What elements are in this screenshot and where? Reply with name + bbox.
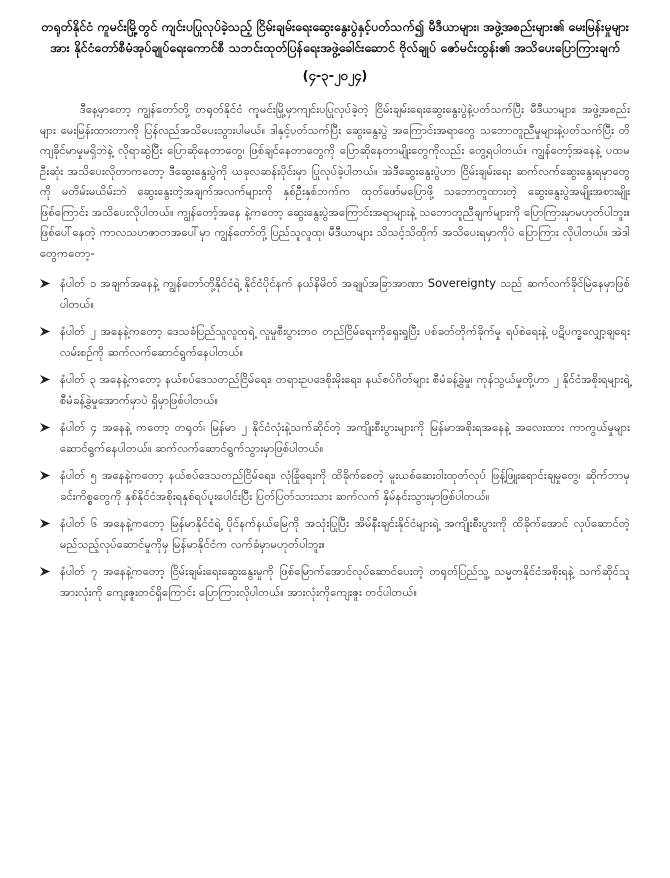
list-item xyxy=(40,369,630,410)
right-arrowhead-icon xyxy=(40,567,50,576)
document-date: (၄-၃-၂၀၂၄) xyxy=(302,69,368,84)
point-text: နံပါတ် ၄ အနေနဲ့ ကတော့ တရုတ်၊ မြန်မာ ၂ နိုင်ငံလုံးနဲ့သက်ဆိုင်တဲ့ အကျိုးစီးပွားများကို မြန်မာအစိုးရအနေနဲ့ အလေးထား ကာကွယ်မှုများ ဆောင်ရွက်နေပါတယ်။ ဆက်လက်ဆောင်ရွက်သွားမှာဖြစ်ပါတယ်။ xyxy=(60,420,630,455)
intro-paragraph: ဒီနေ့မှာတော့ ကျွန်တော်တို့ တရုတ်နိုင်ငံ ကူမင်းမြို့မှာကျင်းပပြုလုပ်ခဲ့တဲ့ ငြိမ်းချမ်းရေးဆွေးနွေးပွဲနဲ့ပတ်သက်ပြီး မီဒီယာများ၊ အဖွဲ့အစည်းများ မေးမြန်းထားတာကို ပြန်လည်အသိပေးသွားပါမယ်။ ဒါနှင့်ပတ်သက်ပြီး ဆွေးနွေးပွဲ အကြောင်းအရာတွေ သဘောတူညီမှုများနဲ့ပတ်သက်ပြီး တိကျခိုင်မာမှုမရှိဘဲနဲ့ လိုရာဆွဲပြီး ပြောဆိုနေတာတွေ၊ ဖြစ်ချင်နေတာတွေကို ပြောဆိုနေတာမျိုးတွေကိုလည်း တွေ့ရပါတယ်။ ကျွန်တော့်အနေနဲ့ ပထမဦးဆုံး အသိပေးလိုတာကတော့ ဒီဆွေးနွေးပွဲကို ယခုလဆန်းပိုင်းမှာ ပြုလုပ်ခဲ့ပါတယ်။ အဲဒီဆွေးနွေးပွဲဟာ ငြိမ်းချမ်းရေး ဆက်လက်ဆွေးနွေးရမှာတွေကို မတိမ်းမယိမ်းဘဲ ဆွေးနွေးတဲ့အချက်အလက်များကို နှစ်ဦးနှစ်ဘက်က ထုတ်ဖော်မပြောဖို့ သဘောတူထားတဲ့ ဆွေးနွေးပွဲအမျိုးအစားမျိုးဖြစ်ကြောင်း အသိပေးလိုပါတယ်။ ကျွန်တော့်အနေ နဲ့ကတော့ ဆွေးနွေးပွဲအကြောင်းအရာများနဲ့ သဘောတူညီချက်များကို ပြောကြားမှာမဟုတ်ပါဘူး။ ဖြစ်ပေါ်နေတဲ့ ကာလသဟဇာတအပေါ်မှာ ကျွန်တော်တို့ ပြည်သူလူထု၊ မီဒီယာများ သိသင့်သိထိုက် အသိပေးရမှာကိုပဲ ပြောကြား လိုပါတယ်။ အဲဒါတွေကတော့- xyxy=(40,102,630,260)
point-text: နံပါတ် ၃ အနေနဲ့ကတော့ နယ်စပ်ဒေသတည်ငြိမ်ရေး၊ တရားဥပဒေစိုးမိုးရေး၊ နယ်စပ်ဂိတ်များ စီမံခန့်ခွဲမှု၊ ကုန်သွယ်မှုတို့ဟာ ၂ နိုင်ငံအစိုးရများရဲ့ စီမံခန့်ခွဲမှုအောက်မှာပဲ ရှိမှာဖြစ်ပါတယ်။ xyxy=(60,372,630,407)
right-arrowhead-icon xyxy=(40,327,50,336)
list-item xyxy=(40,273,630,314)
point-text: နံပါတ် ၇ အနေနဲ့ကတော့ ငြိမ်းချမ်းရေးဆွေးနွေးမှုကို ဖြစ်မြောက်အောင်လုပ်ဆောင်ပေးတဲ့ တရုတ်ပြည်သူ့ သမ္မတနိုင်ငံအစိုးရနဲ့ သက်ဆိုင်သူအားလုံးကို ကျေးဇူးတင်ရှိကြောင်း ပြောကြားလိုပါတယ်။ အားလုံးကိုကျေးဇူး တင်ပါတယ်။ xyxy=(60,564,630,599)
points-list xyxy=(40,273,630,602)
list-item xyxy=(40,417,630,458)
right-arrowhead-icon xyxy=(40,375,50,384)
point-text: နံပါတ် ၁ အချက်အနေနဲ့ ကျွန်တော်တို့နိုင်ငံရဲ့ နိုင်ငံပိုင်နက် နယ်နိမိတ် အချုပ်အခြာအာဏာ Sovereignty သည် ဆက်လက်ခိုင်မြဲနေမှာဖြစ်ပါတယ်။ xyxy=(60,276,630,311)
point-text: နံပါတ် ၆ အနေနဲ့ကတော့ မြန်မာနိုင်ငံရဲ့ ပိုင်နက်နယ်မြေကို အသုံးပြုပြီး အိမ်နီးချင်းနိုင်ငံများရဲ့ အကျိုးစီးပွားကို ထိခိုက်အောင် လုပ်ဆောင်တဲ့ မည်သည့်လုပ်ဆောင်မှုကိုမှ မြန်မာနိုင်ငံက လက်ခံမှာမဟုတ်ပါဘူး။ xyxy=(60,516,630,551)
right-arrowhead-icon xyxy=(40,519,50,528)
document-title: တရုတ်နိုင်ငံ ကူမင်းမြို့တွင် ကျင်းပပြုလုပ်ခဲ့သည့် ငြိမ်းချမ်းရေးဆွေးနွေးပွဲနှင့်ပတ်သက်၍ မီဒီယာများ၊ အဖွဲ့အစည်းများ၏ မေးမြန်းမှုများအား နိုင်ငံတော်စီမံအုပ်ချုပ်ရေးကောင်စီ သဘင်းထုတ်ပြန်ရေးအဖွဲ့ခေါင်းဆောင် ဗိုလ်ချုပ် ဇော်မင်းထွန်း၏ အသိပေးပြောကြားချက် xyxy=(41,19,629,55)
list-item xyxy=(40,513,630,554)
right-arrowhead-icon xyxy=(40,423,50,432)
right-arrowhead-icon xyxy=(40,279,50,288)
point-text: နံပါတ် ၅ အနေနဲ့ကတော့ နယ်စပ်ဒေသတည်ငြိမ်ရေး၊ လုံခြုံရေးကို ထိခိုက်စေတဲ့ မူးယစ်ဆေးဝါးထုတ်လုပ် ဖြန့်ဖြူးရောင်းချမှုတွေ၊ ဆိုက်ဘာမှခင်းကိစ္စတွေကို နှစ်နိုင်ငံအစိုးရနှစ်ရပ်ပူးပေါင်းပြီး ပြတ်ပြတ်သားသား ဆက်လက် နှိမ်နင်းသွားမှာဖြစ်ပါတယ်။ xyxy=(60,468,630,503)
list-item xyxy=(40,321,630,362)
point-text: နံပါတ် ၂ အနေနဲ့ကတော့ ဒေသခံပြည်သူလူထုရဲ့ လူမှုစီးပွားဘဝ တည်ငြိမ်ရေးကိုရှေးရှုပြီး ပစ်ခတ်တိုက်ခိုက်မှု ရပ်စဲရေးနဲ့ ပဋိပက္ခလျှော့ချရေး လမ်းစဉ်ကို ဆက်လက်ဆောင်ရွက်နေပါတယ်။ xyxy=(60,324,630,359)
list-item xyxy=(40,465,630,506)
list-item xyxy=(40,561,630,602)
right-arrowhead-icon xyxy=(40,471,50,480)
